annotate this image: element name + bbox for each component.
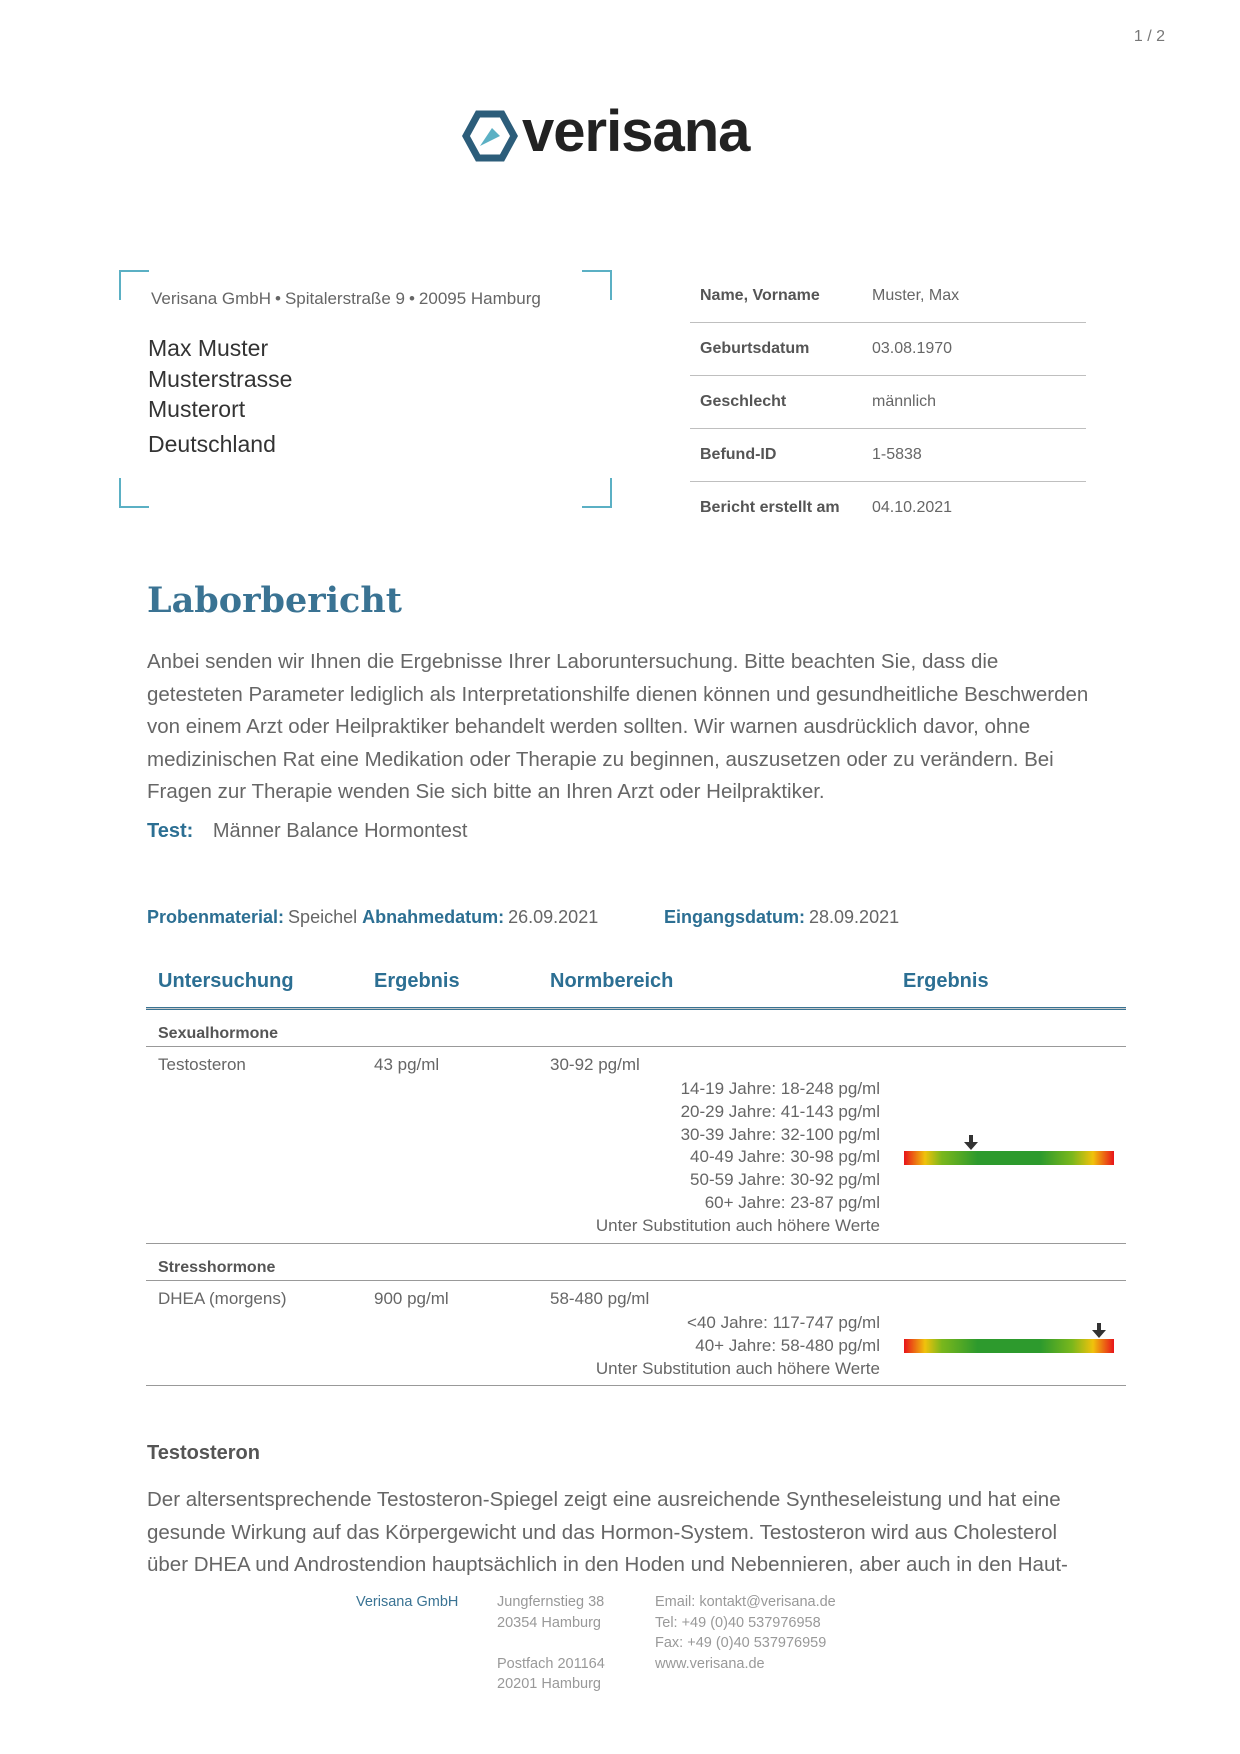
info-row <box>690 323 1086 376</box>
result-gauge <box>904 1151 1114 1165</box>
info-value: männlich <box>872 393 937 410</box>
footer-email[interactable]: Email: kontakt@verisana.de <box>655 1594 836 1610</box>
brand-name: verisana <box>522 99 750 164</box>
address-window-corner <box>582 270 612 300</box>
report-intro: Anbei senden wir Ihnen die Ergebnisse Ihrer Laboruntersuchung. Bitte beachten Sie, dass die getesteten Parameter lediglich als Interpretationshilfe dienen können und gesundheitliche Beschwerden von einem Arzt oder Heilpraktiker behandelt werden sollten. Wir warnen ausdrücklich davor, ohne medizinischen Rat eine Medikation oder Therapie zu beginnen, auszusetzen oder zu verändern. Bei Fragen zur Therapie wenden Sie sich bitte an Ihren Arzt oder Heilpraktiker. <box>147 650 1089 803</box>
test-label: Test: <box>147 820 194 842</box>
footer-company: Verisana GmbH <box>356 1594 459 1610</box>
sample-info <box>147 907 598 928</box>
test-line <box>147 820 467 843</box>
info-label: Name, Vorname <box>700 287 820 304</box>
test-name: Testosteron <box>158 1055 246 1074</box>
material-value: Speichel <box>288 907 358 927</box>
header-untersuchung: Untersuchung <box>158 970 294 992</box>
patient-info-table <box>690 270 1086 534</box>
test-range: 30-92 pg/ml <box>550 1055 640 1074</box>
group-sexualhormone: Sexualhormone <box>146 1022 1126 1047</box>
address-window-corner <box>119 478 149 508</box>
footer-contact <box>655 1592 836 1674</box>
section-text: Der altersentsprechende Testosteron-Spiegel zeigt eine ausreichende Syntheseleistung und hat eine gesunde Wirkung auf das Körpergewicht und das Hormon-System. Testosteron wird aus Cholesterol über DHEA und Androstendion hauptsächlich in den Hoden und Nebennieren, aber auch in den Haut- <box>147 1488 1068 1576</box>
table-row <box>146 1281 1126 1386</box>
test-result: 900 pg/ml <box>374 1289 449 1308</box>
test-name: DHEA (morgens) <box>158 1289 287 1308</box>
result-marker-icon <box>1092 1330 1106 1338</box>
date-value: 26.09.2021 <box>508 907 599 927</box>
test-value: Männer Balance Hormontest <box>212 820 468 842</box>
material-label: Probenmaterial: <box>147 907 285 927</box>
result-marker-stem <box>1097 1323 1101 1330</box>
test-range: 58-480 pg/ml <box>550 1289 650 1308</box>
info-value: Muster, Max <box>872 287 960 304</box>
test-result: 43 pg/ml <box>374 1055 440 1074</box>
header-ergebnis: Ergebnis <box>374 970 460 992</box>
info-label: Geburtsdatum <box>700 340 810 357</box>
group-stresshormone: Stresshormone <box>146 1256 1126 1281</box>
recipient-city: Musterort <box>148 396 246 422</box>
info-row <box>690 482 1086 534</box>
sender-company: Verisana GmbH <box>151 289 271 308</box>
info-value: 04.10.2021 <box>872 499 953 516</box>
info-row <box>690 376 1086 429</box>
result-gauge <box>904 1339 1114 1353</box>
table-row <box>146 1047 1126 1244</box>
section-heading: Testosteron <box>147 1442 260 1464</box>
recipient-street: Musterstrasse <box>148 366 293 392</box>
age-ranges: 14-19 Jahre: 18-248 pg/ml 20-29 Jahre: 41-143 pg/ml 30-39 Jahre: 32-100 pg/ml 40-49 Jahre: 30-98 pg/ml 50-59 Jahre: 30-92 pg/ml 60+ Jahre: 23-87 pg/ml Unter Substitution auch höhere Werte <box>595 1079 880 1235</box>
header-normbereich: Normbereich <box>550 970 674 992</box>
footer-phone: Tel: +49 (0)40 537976958 <box>655 1614 821 1631</box>
recipient-name: Max Muster <box>148 335 269 361</box>
received-value: 28.09.2021 <box>809 907 900 927</box>
results-header <box>146 960 1126 1010</box>
report-title: Laborbericht <box>147 580 402 621</box>
page-number: 1 / 2 <box>1133 28 1165 45</box>
info-label: Bericht erstellt am <box>700 499 840 516</box>
address-window-corner <box>119 270 149 300</box>
verisana-logo <box>462 99 792 174</box>
result-marker-stem <box>969 1135 973 1142</box>
footer-address: Jungfernstieg 38 20354 Hamburg Postfach 201164 20201 Hamburg <box>497 1594 605 1692</box>
footer-website[interactable]: www.verisana.de <box>655 1655 765 1672</box>
header-ergebnis-graph: Ergebnis <box>903 970 989 992</box>
info-row <box>690 270 1086 323</box>
info-value: 1-5838 <box>872 446 922 463</box>
result-marker-icon <box>964 1142 978 1150</box>
info-row <box>690 429 1086 482</box>
sender-city: 20095 Hamburg <box>418 289 541 308</box>
address-window-corner <box>582 478 612 508</box>
info-label: Geschlecht <box>700 393 787 410</box>
info-label: Befund-ID <box>700 446 777 463</box>
info-value: 03.08.1970 <box>872 340 953 357</box>
date-label: Abnahmedatum: <box>362 907 505 927</box>
results-table <box>146 960 1126 1386</box>
header-divider <box>146 1008 1126 1009</box>
recipient-country: Deutschland <box>148 431 276 457</box>
sender-line: Verisana GmbH • Spitalerstraße 9 • 20095 Hamburg <box>151 289 541 308</box>
age-ranges: <40 Jahre: 117-747 pg/ml 40+ Jahre: 58-480 pg/ml Unter Substitution auch höhere Werte <box>595 1313 880 1378</box>
verisana-logo-icon <box>462 110 518 166</box>
sender-street: Spitalerstraße 9 <box>284 289 405 308</box>
footer-fax: Fax: +49 (0)40 537976959 <box>655 1635 827 1651</box>
received-info <box>664 907 899 928</box>
received-label: Eingangsdatum: <box>664 907 806 927</box>
